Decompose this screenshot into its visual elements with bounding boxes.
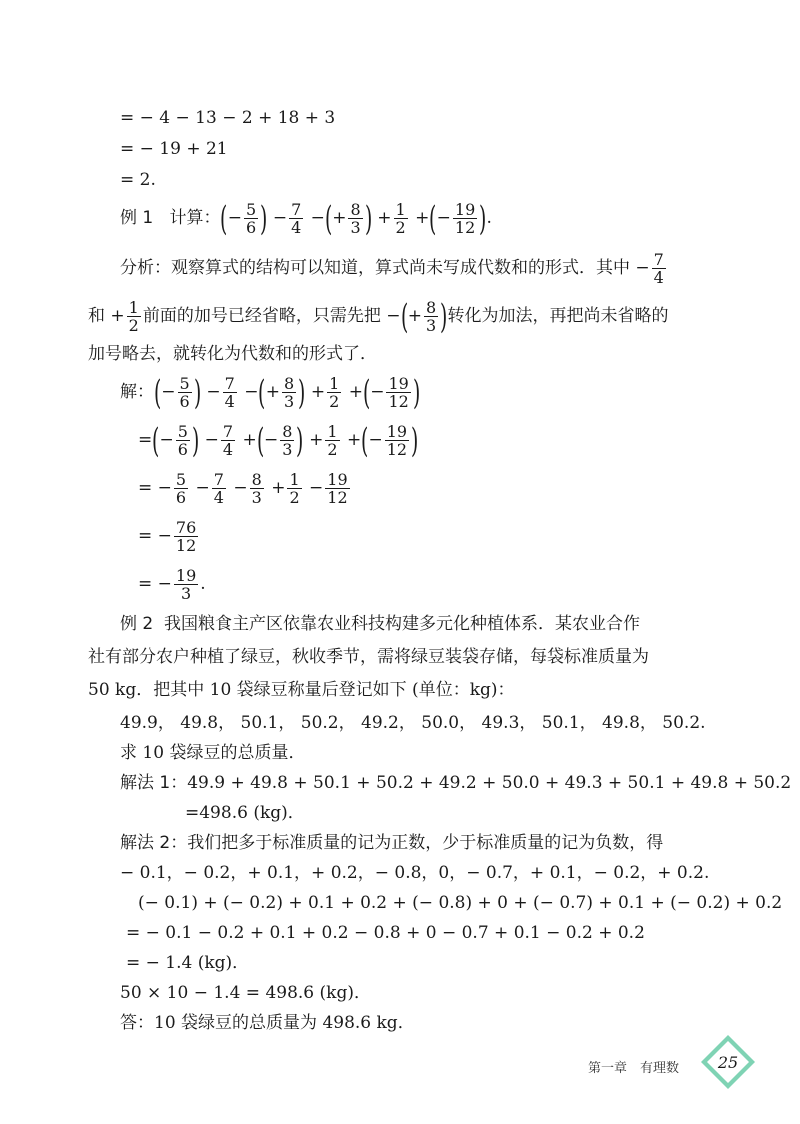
solution-step-2: =(− $\frac{5}{6}$ ) − $\frac{7}{4}$ +(− $\frac{8}{3}$ ) + $\frac{1}{2}$ +(− $\frac{19}{12}$ ) [138,420,419,461]
analysis-label: 分析： [120,258,171,278]
example-2-question: 求 10 袋绿豆的总质量． [120,743,306,763]
fraction: $\frac{5}{6}$ [245,200,257,237]
example-2-p1: 例 2 我国粮食主产区依靠农业科技构建多元化种植体系．某农业合作 [120,614,641,634]
method-1-line-1: 解法 1：49.9 + 49.8 + 50.1 + 50.2 + 49.2 + 50.0 + 49.3 + 50.1 + 49.8 + 50.2 [120,773,792,793]
answer: 答：10 袋绿豆的总质量为 498.6 kg． [120,1013,415,1033]
solution-step-3: = − $\frac{5}{6}$ − $\frac{7}{4}$ − $\frac{8}{3}$ + $\frac{1}{2}$ − $\frac{19}{12}$ [138,470,348,507]
page-number: 25 [717,1053,739,1072]
method-2-line-2: = − 0.1 − 0.2 + 0.1 + 0.2 − 0.8 + 0 − 0.7 + 0.1 − 0.2 + 0.2 [126,923,645,943]
fraction: $\frac{1}{2}$ [128,298,139,335]
fraction: $\frac{8}{3}$ [426,298,437,335]
method-1-label: 解法 1： [120,773,188,793]
analysis-line-1: 分析：观察算式的结构可以知道，算式尚未写成代数和的形式．其中 − $\frac{7}{4}$ [120,250,664,287]
method-1-line-2: =498.6 (kg)． [185,803,305,823]
fraction: $\frac{1}{2}$ [395,200,406,237]
calc-line-3: = 2. [120,170,156,190]
method-2-line-3: = − 1.4 (kg)． [126,953,250,973]
method-2-deltas: − 0.1，− 0.2，+ 0.1，+ 0.2，− 0.8，0，− 0.7，+ 0.1，− 0.2，+ 0.2. [120,863,710,883]
example-2-p3: 50 kg．把其中 10 袋绿豆称量后登记如下 (单位：kg)： [88,680,515,700]
method-2-line-1: (− 0.1) + (− 0.2) + 0.1 + 0.2 + (− 0.8) + 0 + (− 0.7) + 0.1 + (− 0.2) + 0.2 [138,893,783,913]
example-1-prefix: 计算： [169,208,221,228]
example-1-label: 例 1 [120,208,154,228]
solution-step-5: = − $\frac{19}{3}$ . [138,566,206,603]
analysis-line-3: 加号略去，就转化为代数和的形式了． [88,344,377,364]
chapter-title: 第一章 有理数 [588,1061,680,1076]
method-2-label: 解法 2： [120,833,188,853]
example-2-p2: 社有部分农户种植了绿豆，秋收季节，需将绿豆装袋存储，每袋标准质量为 [88,647,649,667]
example-2-label: 例 2 [120,614,154,634]
example-1: 例 1 计算：(− $\frac{5}{6}$ ) − $\frac{7}{4}$ −(+ $\frac{8}{3}$ ) + $\frac{1}{2}$ +(− $\frac{19}{12}$ ). [120,198,492,239]
calc-line-1: = − 4 − 13 − 2 + 18 + 3 [120,108,336,128]
solution-label: 解： [120,382,154,402]
method-2-intro: 解法 2：我们把多于标准质量的记为正数，少于标准质量的记为负数，得 [120,833,664,853]
fraction: $\frac{7}{4}$ [653,250,664,287]
fraction: $\frac{8}{3}$ [350,200,361,237]
fraction: $\frac{7}{4}$ [291,200,302,237]
analysis-line-2: 和 + $\frac{1}{2}$ 前面的加号已经省略，只需先把 −(+ $\frac{8}{3}$ )转化为加法，再把尚未省略的 [88,296,669,337]
calc-line-2: = − 19 + 21 [120,139,228,159]
method-2-line-4: 50 × 10 − 1.4 = 498.6 (kg)． [120,983,371,1003]
solution-step-4: = − $\frac{76}{12}$ [138,518,197,555]
fraction: $\frac{19}{12}$ [454,200,476,237]
solution-step-1: 解：(− $\frac{5}{6}$ ) − $\frac{7}{4}$ −(+ $\frac{8}{3}$ ) + $\frac{1}{2}$ +(− $\frac{19}{12}$ ) [120,372,421,413]
page-number-badge [700,1034,756,1090]
example-2-data: 49.9， 49.8， 50.1， 50.2， 49.2， 50.0， 49.3， 50.1， 49.8， 50.2. [120,713,706,733]
